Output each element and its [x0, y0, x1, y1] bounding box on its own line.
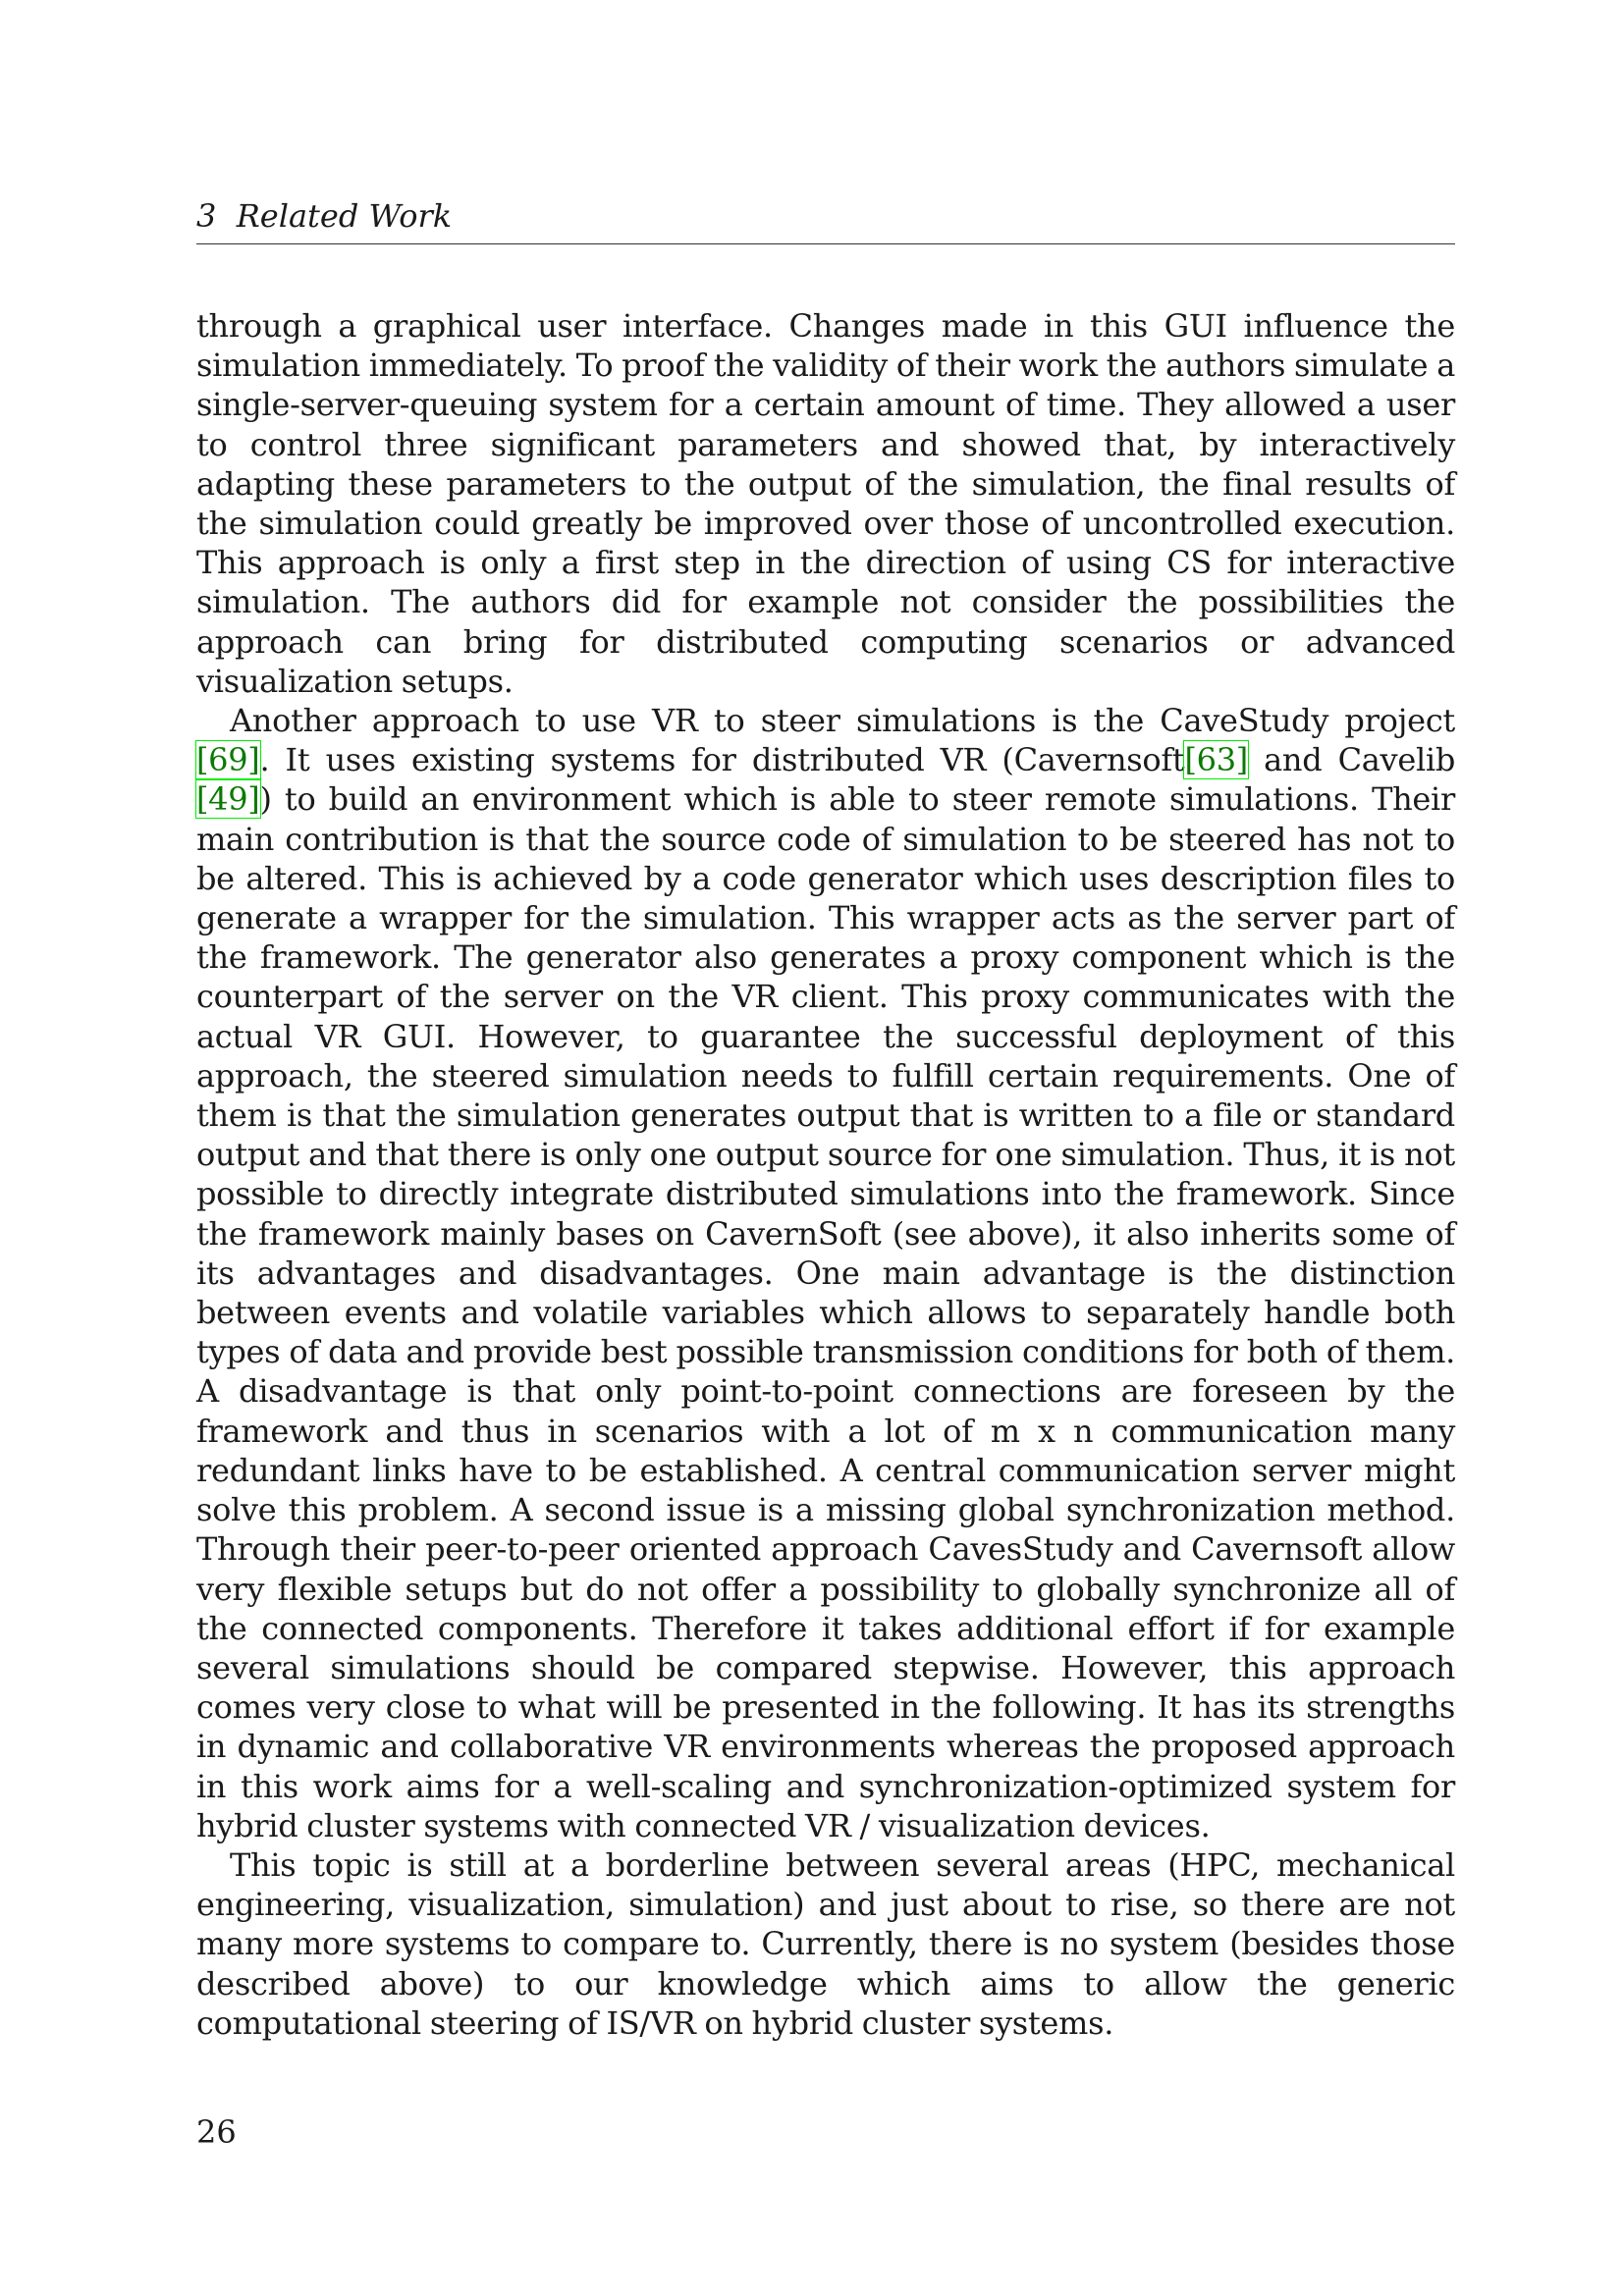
paragraph-1: through a graphical user interface. Changes made in this GUI influence the simulation immediately. To proof the validity of their work the authors simulate a single-server-queuing system for a certain amount of time. They allowed a user to control three significant parameters and showed that, by interactively adapting these parameters to the output of the simulation, the final results of the simulation could greatly be improved over those of uncontrolled execution. This approach is only a first step in the direction of using CS for interactive simulation. The authors did for example not consider the possibilities the approach can bring for distributed computing scenarios or advanced visualization setups.	[196, 307, 1455, 700]
paragraph-2-segment-2: . It uses existing systems for distributed VR (Cavernsoft	[259, 741, 1185, 779]
paragraph-2-segment-3: and Cavelib	[1247, 741, 1456, 779]
page-number: 26	[196, 2113, 237, 2151]
body-text	[196, 306, 1455, 2043]
citation-link-69[interactable]: [69]	[196, 741, 260, 779]
paragraph-3: This topic is still at a borderline between several areas (HPC, mechanical engineering, visualization, simulation) and just about to rise, so there are not many more systems to compare to. Currently, there is no system (besides those described above) to our knowledge which aims to allow the generic computational steering of IS/VR on hybrid cluster systems.	[196, 1845, 1455, 2042]
chapter-number: 3	[196, 197, 217, 235]
citation-link-63[interactable]: [63]	[1184, 741, 1248, 779]
chapter-title: Related Work	[236, 197, 453, 235]
header-rule	[196, 243, 1455, 244]
citation-link-49[interactable]: [49]	[196, 780, 260, 819]
running-head	[196, 196, 1455, 236]
paragraph-2-segment-4: ) to build an environment which is able to steer remote simulations. Their main contribution is that the source code of simulation to be steered has not to be altered. This is achieved by a code generator which uses description files to generate a wrapper for the simulation. This wrapper acts as the server part of the framework. The generator also generates a proxy component which is the counterpart of the server on the VR client. This proxy communicates with the actual VR GUI. However, to guarantee the successful deployment of this approach, the steered simulation needs to fulfill certain requirements. One of them is that the simulation generates output that is written to a file or standard output and that there is only one output source for one simulation. Thus, it is not possible to directly integrate distributed simulations into the framework. Since the framework mainly bases on CavernSoft (see above), it also inherits some of its advantages and disadvantages. One main advantage is the distinction between events and volatile variables which allows to separately handle both types of data and provide best possible transmission conditions for both of them. A disadvantage is that only point-to-point connections are foreseen by the framework and thus in scenarios with a lot of m x n communication many redundant links have to be established. A central communication server might solve this problem. A second issue is a missing global synchronization method. Through their peer-to-peer oriented approach CavesStudy and Cavernsoft allow very flexible setups but do not offer a possibility to globally synchronize all of the connected components. Therefore it takes additional effort if for example several simulations should be compared stepwise. However, this approach comes very close to what will be presented in the following. It has its strengths in dynamic and collaborative VR environments whereas the proposed approach in this work aims for a well-scaling and synchronization-optimized system for hybrid cluster systems with connected VR / visualization devices.	[196, 780, 1455, 1844]
paragraph-2-segment-1: Another approach to use VR to steer simulations is the CaveStudy project	[230, 702, 1455, 740]
paragraph-2	[196, 701, 1455, 1845]
